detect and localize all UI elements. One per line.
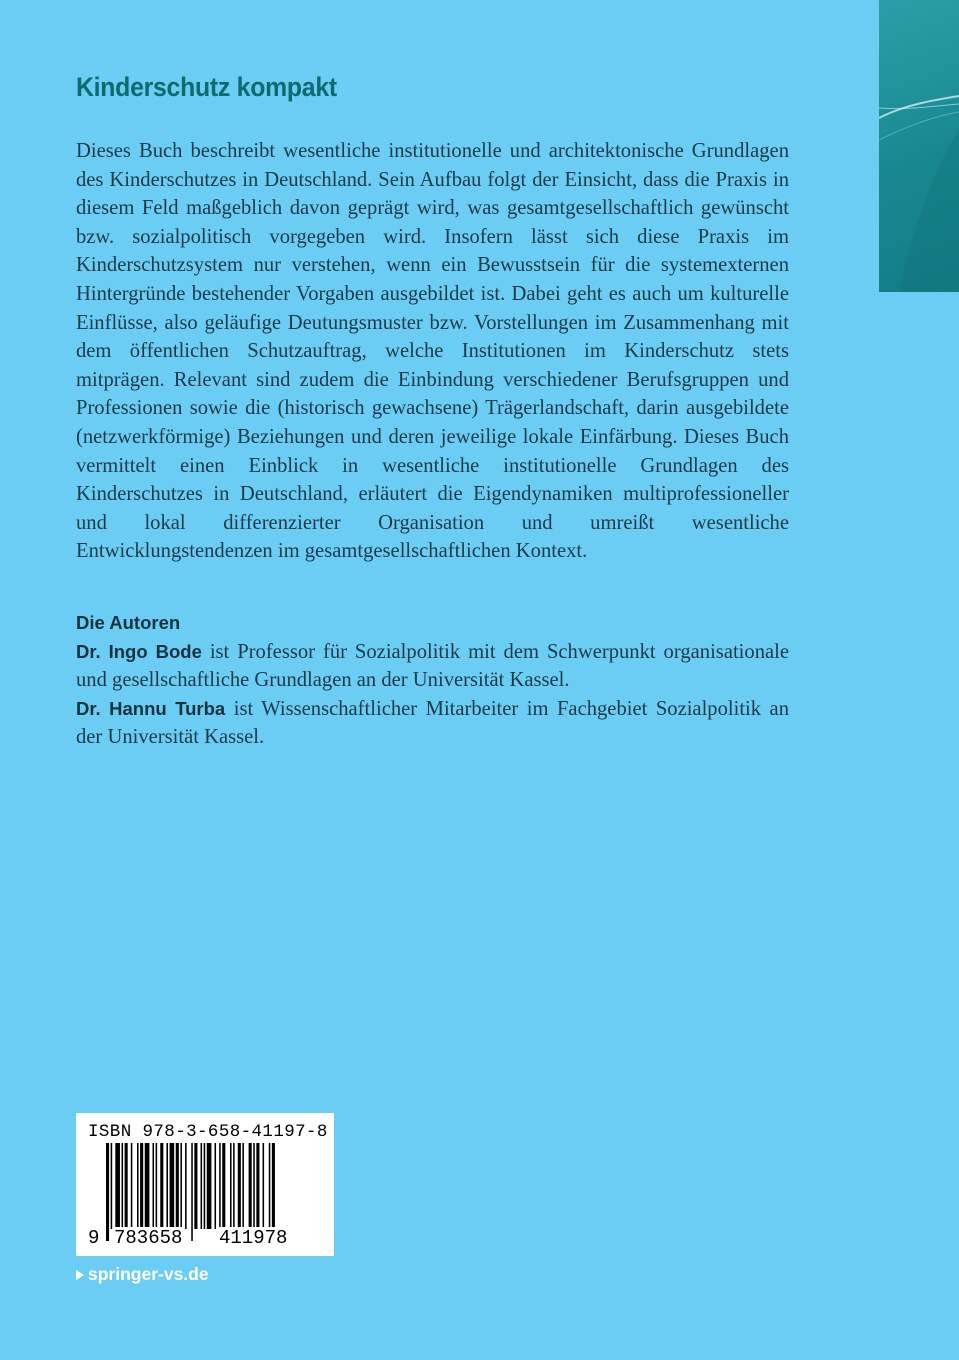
- isbn-label: ISBN 978-3-658-41197-8: [88, 1122, 328, 1142]
- author-bio: ist Professor für Sozialpolitik mit dem Schwerpunkt organisationale und gesellschaftliche Grundlagen an der Universität Kassel.: [76, 640, 789, 692]
- corner-wave-decoration: [879, 0, 959, 292]
- barcode-bar: [191, 1143, 193, 1241]
- barcode-bar: [156, 1143, 158, 1229]
- barcode-bar: [253, 1143, 255, 1229]
- cover-corner-accent: [879, 0, 959, 292]
- barcode-bar: [242, 1143, 244, 1229]
- barcode-bar: [222, 1143, 225, 1229]
- isbn-barcode: [76, 1113, 334, 1256]
- barcode-bar: [122, 1143, 124, 1229]
- barcode-bar: [145, 1143, 150, 1229]
- arrow-right-icon: [76, 1270, 84, 1280]
- barcode-bar: [194, 1143, 197, 1229]
- barcode-bar: [263, 1143, 265, 1229]
- website-label: springer-vs.de: [88, 1264, 209, 1284]
- barcode-digit-group: 783658: [114, 1227, 183, 1249]
- barcode-bar: [137, 1143, 139, 1229]
- barcode-bar: [201, 1143, 203, 1229]
- barcode-bar: [204, 1143, 206, 1229]
- barcode-bar: [233, 1143, 235, 1229]
- barcode-bar: [125, 1143, 128, 1229]
- barcode-bar: [215, 1143, 217, 1229]
- barcode-bar: [170, 1143, 175, 1229]
- author-name: Dr. Ingo Bode: [76, 640, 202, 662]
- barcode-bar: [230, 1143, 232, 1229]
- authors-heading: Die Autoren: [76, 612, 181, 633]
- barcode-digit-group: 411978: [219, 1227, 288, 1249]
- barcode-bar: [207, 1143, 212, 1229]
- barcode-bar: [115, 1143, 120, 1229]
- barcode-bar: [176, 1143, 179, 1229]
- barcode-bar: [238, 1143, 241, 1229]
- author-entry: [76, 695, 789, 752]
- barcode-bar: [249, 1143, 252, 1229]
- barcode-digit-group: 9: [88, 1227, 100, 1249]
- barcode-bar: [180, 1143, 182, 1229]
- barcode-bar: [219, 1143, 221, 1229]
- barcode-bar: [269, 1143, 271, 1229]
- barcode-bar: [131, 1143, 133, 1229]
- authors-section: [76, 609, 789, 752]
- publisher-website[interactable]: [76, 1264, 209, 1285]
- barcode-bar: [106, 1143, 109, 1241]
- barcode-bar: [160, 1143, 163, 1229]
- barcode-bar: [185, 1143, 187, 1229]
- barcode-bar: [111, 1143, 113, 1229]
- book-title: Kinderschutz kompakt: [76, 72, 337, 102]
- barcode-bar: [140, 1143, 143, 1229]
- barcode-bar: [256, 1143, 259, 1229]
- author-name: Dr. Hannu Turba: [76, 697, 226, 719]
- barcode-bar: [153, 1143, 155, 1229]
- author-bio: ist Wissenschaftlicher Mitarbeiter im Fachgebiet Sozialpolitik an der Universität Kassel.: [76, 697, 789, 749]
- book-description: Dieses Buch beschreibt wesentliche institutionelle und architektonische Grundlagen des Kinderschutzes in Deutschland. Sein Aufbau folgt der Einsicht, dass die Praxis in diesem Feld maßgeblich davon geprägt wird, was gesamtgesellschaftlich gewünscht bzw. sozialpolitisch vorgegeben wird. Insofern lässt sich diese Praxis im Kinderschutzsystem nur verstehen, wenn ein Bewusstsein für die systemexternen Hintergründe bestehender Vorgaben ausgebildet ist. Dabei geht es auch um kulturelle Einflüsse, also geläufige Deutungsmuster bzw. Vorstellungen im Zusammenhang mit dem öffentlichen Schutzauftrag, welche Institutionen im Kinderschutz stets mitprägen. Relevant sind zudem die Einbindung verschiedener Berufsgruppen und Professionen sowie die (historisch gewachsene) Trägerlandschaft, darin ausgebildete (netzwerkförmige) Beziehungen und deren jeweilige lokale Einfärbung. Dieses Buch vermittelt einen Einblick in wesentliche institutionelle Grundlagen des Kinderschutzes in Deutschland, erläutert die Eigendynamiken multiprofessioneller und lokal differenzierter Organisation und umreißt wesentliche Entwicklungstendenzen im gesamtgesellschaftlichen Kontext.: [76, 140, 789, 563]
- author-entry: [76, 638, 789, 695]
- barcode-bar: [166, 1143, 168, 1229]
